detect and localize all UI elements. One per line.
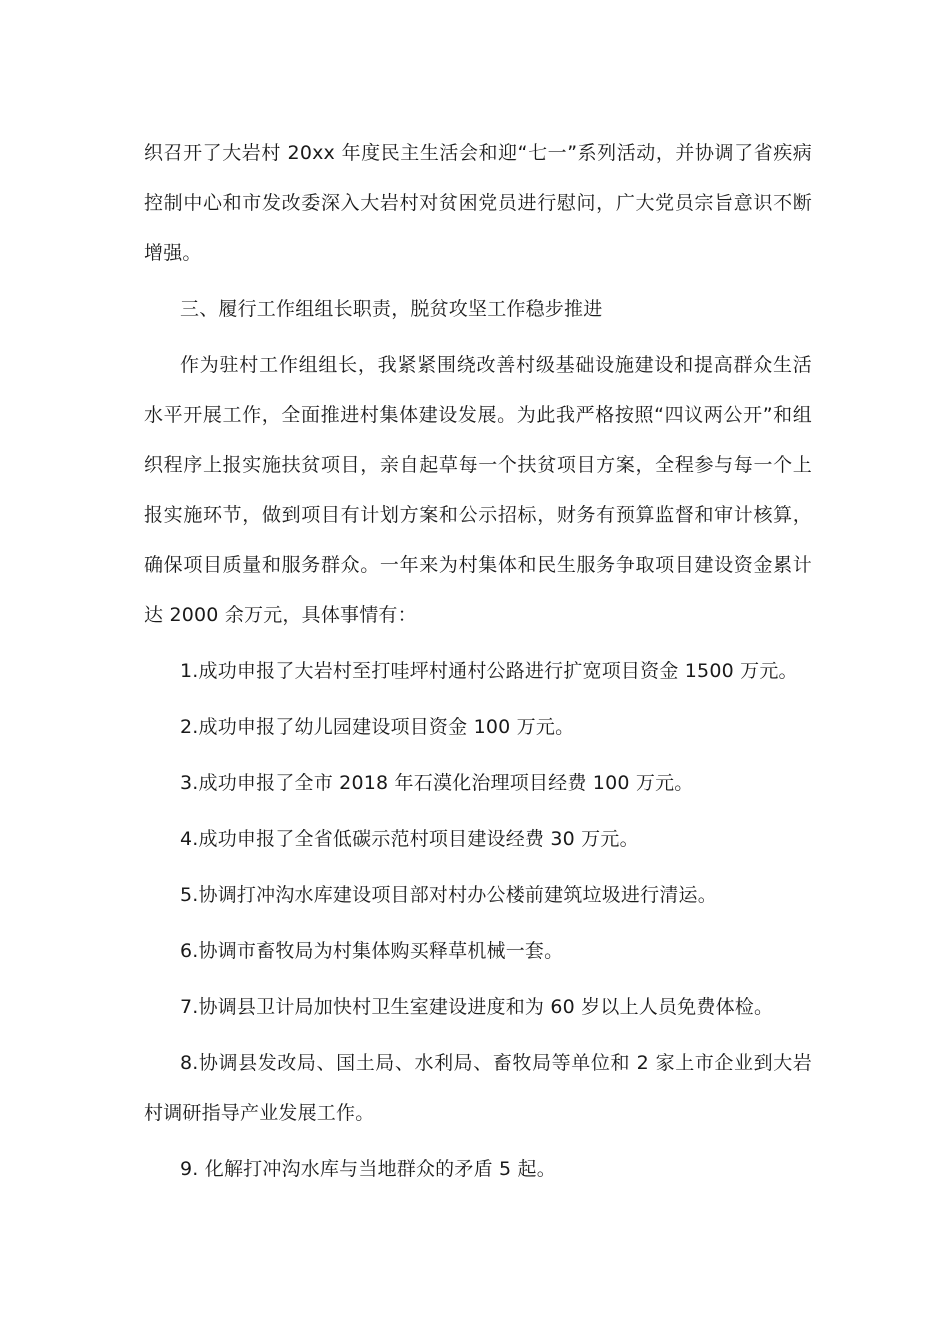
list-item-7: 7.协调县卫计局加快村卫生室建设进度和为 60 岁以上人员免费体检。 [180,996,774,1018]
list-item-1: 1.成功申报了大岩村至打哇坪村通村公路进行扩宽项目资金 1500 万元。 [180,660,798,682]
list-item-3: 3.成功申报了全市 2018 年石漠化治理项目经费 100 万元。 [180,772,694,794]
paragraph-continuation: 织召开了大岩村 20xx 年度民主生活会和迎“七一”系列活动，并协调了省疾病控制中心和市发改委深入大岩村对贫困党员进行慰问，广大党员宗旨意识不断增强。 [144,142,812,264]
list-item-5: 5.协调打冲沟水库建设项目部对村办公楼前建筑垃圾进行清运。 [180,884,717,906]
document-page [144,128,812,1200]
list-item-8: 8.协调县发改局、国土局、水利局、畜牧局等单位和 2 家上市企业到大岩村调研指导产业发展工作。 [144,1052,812,1124]
list-item-2: 2.成功申报了幼儿园建设项目资金 100 万元。 [180,716,575,738]
list-item-6: 6.协调市畜牧局为村集体购买释草机械一套。 [180,940,564,962]
list-item-9: 9. 化解打冲沟水库与当地群众的矛盾 5 起。 [180,1158,556,1180]
list-item-4: 4.成功申报了全省低碳示范村项目建设经费 30 万元。 [180,828,639,850]
section-heading-three: 三、履行工作组组长职责，脱贫攻坚工作稳步推进 [180,298,603,320]
paragraph-body: 作为驻村工作组组长，我紧紧围绕改善村级基础设施建设和提高群众生活水平开展工作，全面推进村集体建设发展。为此我严格按照“四议两公开”和组织程序上报实施扶贫项目，亲自起草每一个扶贫项目方案，全程参与每一个上报实施环节，做到项目有计划方案和公示招标，财务有预算监督和审计核算，确保项目质量和服务群众。一年来为村集体和民生服务争取项目建设资金累计达 2000 余万元，具体事情有： [144,354,812,626]
